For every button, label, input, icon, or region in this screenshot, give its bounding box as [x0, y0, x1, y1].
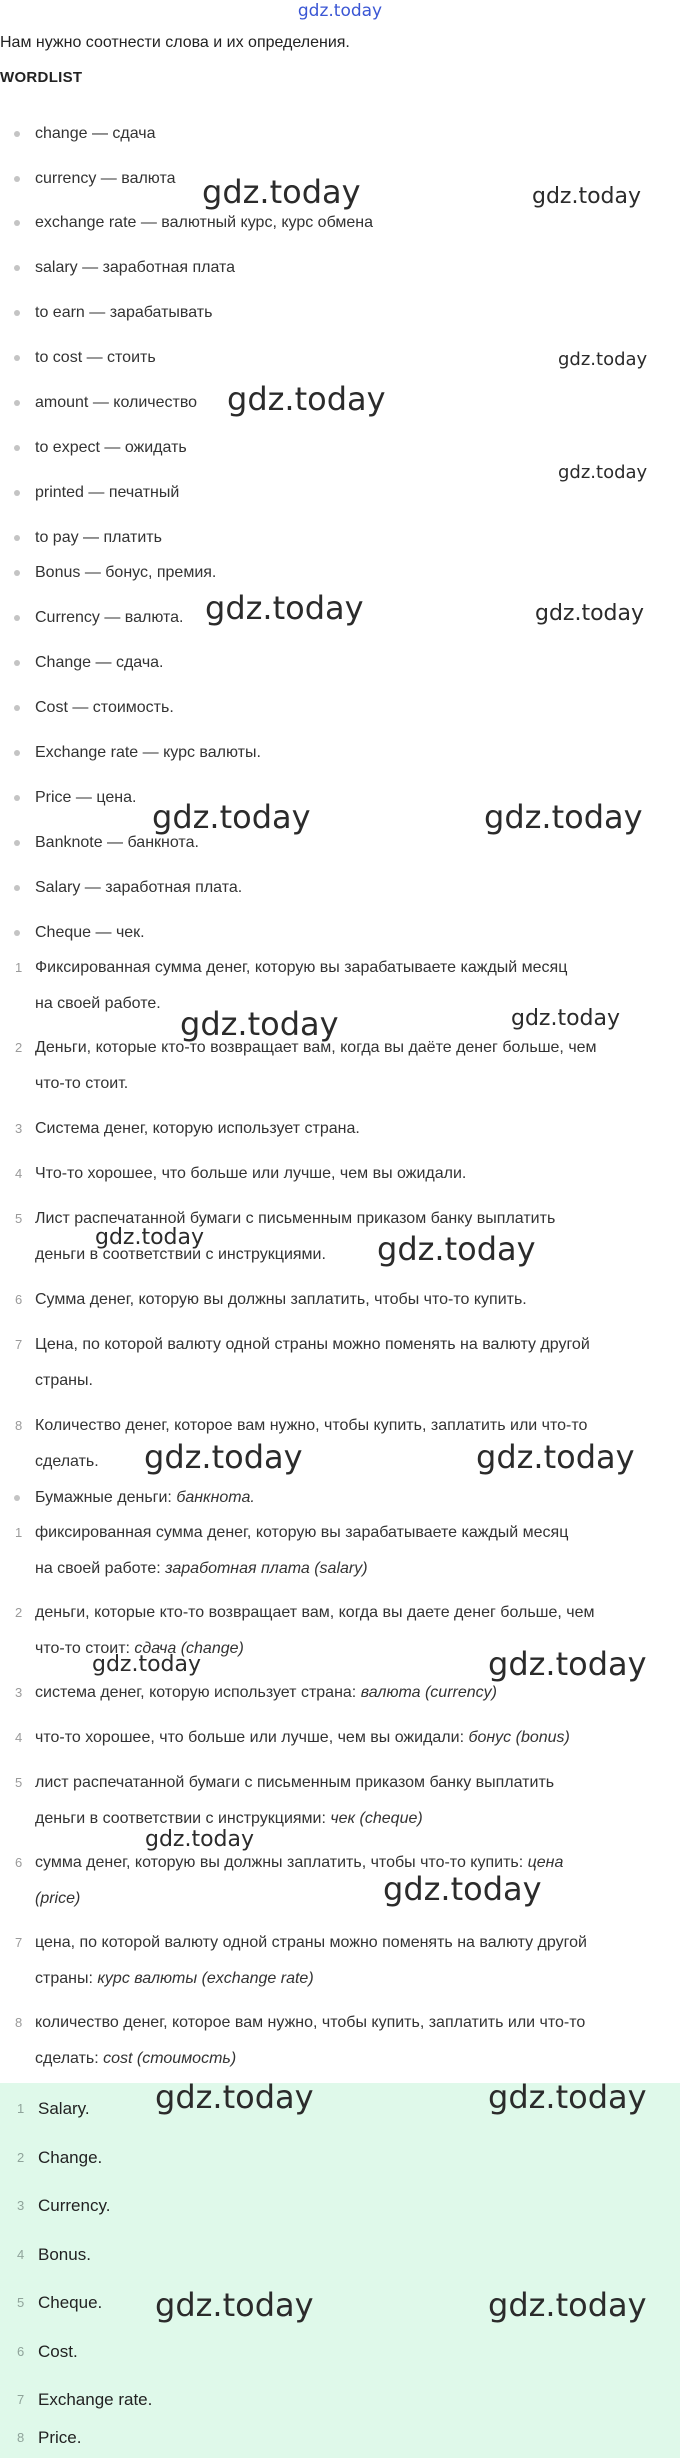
watermark: gdz.today [205, 589, 364, 627]
bullet-icon [14, 705, 20, 711]
watermark: gdz.today [535, 601, 645, 626]
watermark: gdz.today [202, 173, 361, 211]
watermark: gdz.today [488, 2286, 647, 2324]
watermark: gdz.today [488, 1645, 647, 1683]
site-logo[interactable]: gdz.today [297, 1, 383, 21]
bullet-icon [14, 930, 20, 936]
bullet-icon [14, 220, 20, 226]
watermark: gdz.today [476, 1438, 635, 1476]
watermark: gdz.today [227, 380, 386, 418]
bullet-icon [14, 355, 20, 361]
watermark: gdz.today [488, 2078, 647, 2116]
watermark: gdz.today [383, 1870, 542, 1908]
watermark: gdz.today [377, 1230, 536, 1268]
watermark: gdz.today [145, 1827, 255, 1852]
bullet-icon [14, 265, 20, 271]
watermark: gdz.today [95, 1225, 205, 1250]
watermark: gdz.today [558, 462, 648, 483]
answers-panel: 1 Salary. 2 Change. 3 Currency. 4 Bonus. 5 Cheque. 6 Cost. 7 Exchange rate. 8 Price. [0, 2083, 680, 2458]
bullet-icon [14, 750, 20, 756]
bullet-icon [14, 660, 20, 666]
watermark: gdz.today [532, 184, 642, 209]
wordlist-heading: WORDLIST [0, 69, 83, 86]
watermark: gdz.today [152, 798, 311, 836]
bullet-icon [14, 615, 20, 621]
watermark: gdz.today [180, 1005, 339, 1043]
bullet-icon [14, 310, 20, 316]
bullet-icon [14, 1495, 20, 1501]
watermark: gdz.today [92, 1652, 202, 1677]
bullet-icon [14, 445, 20, 451]
bullet-icon [14, 885, 20, 891]
bullet-icon [14, 795, 20, 801]
bullet-icon [14, 131, 20, 137]
bullet-icon [14, 176, 20, 182]
watermark: gdz.today [558, 349, 648, 370]
watermark: gdz.today [144, 1438, 303, 1476]
watermark: gdz.today [511, 1006, 621, 1031]
watermark: gdz.today [155, 2286, 314, 2324]
bullet-icon [14, 570, 20, 576]
page-title: Нам нужно соотнести слова и их определения. [0, 34, 350, 51]
bullet-icon [14, 400, 20, 406]
bullet-icon [14, 490, 20, 496]
watermark: gdz.today [484, 798, 643, 836]
bullet-icon [14, 535, 20, 541]
bullet-icon [14, 840, 20, 846]
watermark: gdz.today [155, 2078, 314, 2116]
